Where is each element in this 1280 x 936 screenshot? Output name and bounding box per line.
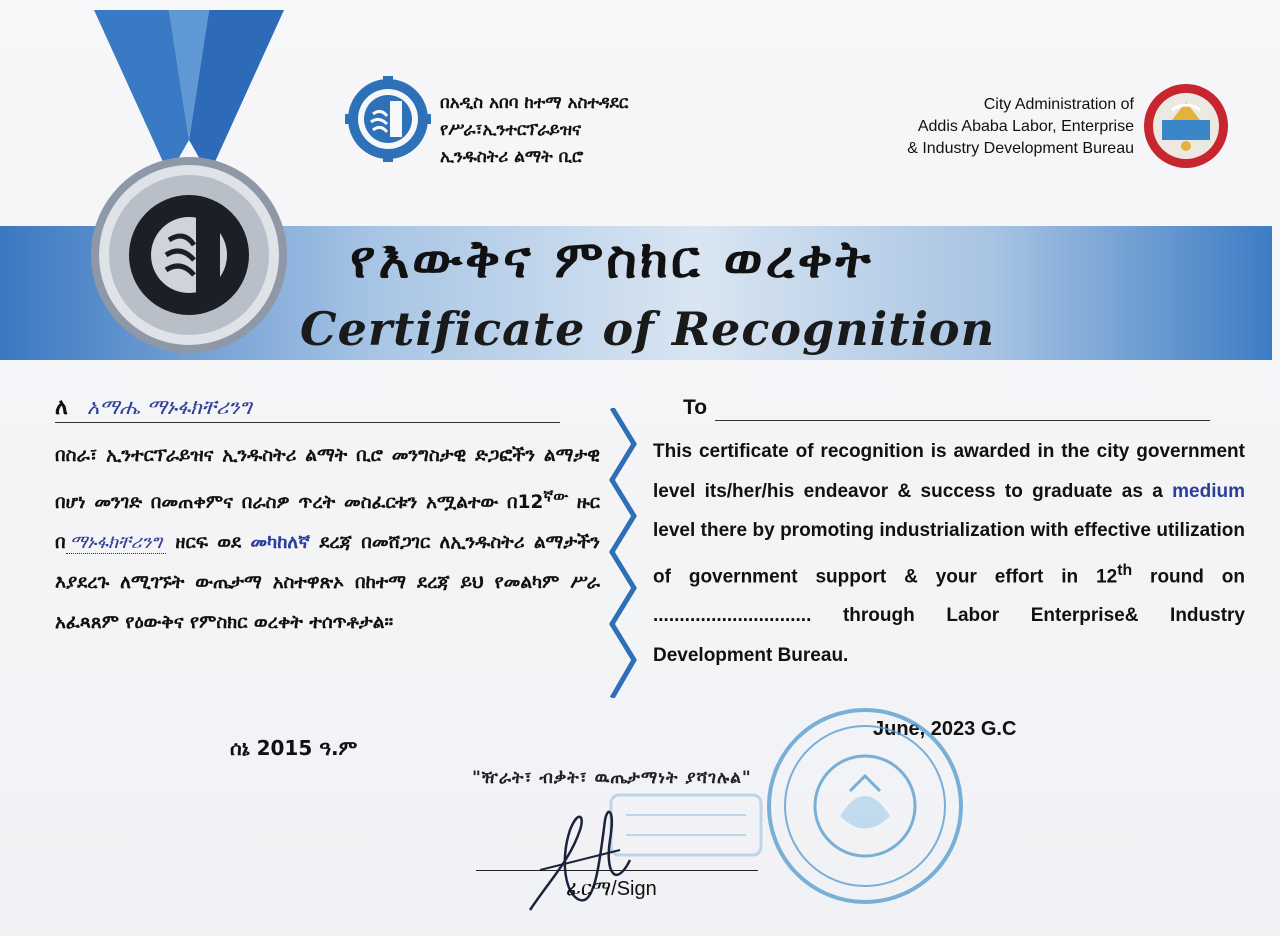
zigzag-divider bbox=[608, 408, 638, 698]
date-gregorian: June, 2023 G.C bbox=[873, 718, 1017, 740]
body-text-amharic bbox=[55, 436, 600, 643]
signature-icon bbox=[520, 800, 640, 925]
org-name-english bbox=[907, 94, 1134, 160]
bureau-logo-icon bbox=[345, 76, 431, 162]
sector-handwritten: ማኑፋክቸሪንግ bbox=[66, 532, 167, 554]
city-seal-icon bbox=[1142, 80, 1230, 172]
official-stamp-icon bbox=[760, 706, 970, 906]
org-am-line-1: በአዲስ አበባ ከተማ አስተዳደር bbox=[440, 93, 629, 113]
org-name-amharic bbox=[440, 90, 628, 171]
title-english: Certificate of Recognition bbox=[300, 302, 996, 356]
en-body-part-1: This certificate of recognition is awarded in the city government level its/her/his endeavor & success to graduate as a bbox=[653, 441, 1245, 502]
am-body-part-3: ዘርፍ ወደ bbox=[166, 532, 251, 554]
en-ordinal: th bbox=[1117, 561, 1133, 579]
recipient-label-amharic: ለ bbox=[55, 395, 68, 420]
en-body-part-3: round on .............................. through Labor Enterprise& Industry Development Bureau. bbox=[653, 565, 1245, 666]
org-am-line-3: ኢንዱስትሪ ልማት ቢሮ bbox=[440, 147, 584, 167]
recipient-line-english bbox=[715, 420, 1210, 421]
motto-text: "ዥራት፣ ብቃት፣ ዉጤታማነት ያሻገሉል" bbox=[472, 768, 752, 788]
org-en-line-3: & Industry Development Bureau bbox=[907, 140, 1134, 157]
date-ethiopian: ሰኔ 2015 ዓ.ም bbox=[230, 736, 358, 760]
org-en-line-1: City Administration of bbox=[983, 96, 1134, 113]
org-am-line-2: የሥራ፣ኢንተርፕራይዝና bbox=[440, 120, 582, 140]
en-body-part-2: level there by promoting industrialization with effective utilization of government support & your effort in 12 bbox=[653, 520, 1245, 587]
am-ordinal: ኛው bbox=[543, 487, 568, 505]
recipient-line-amharic bbox=[55, 386, 560, 423]
org-en-line-2: Addis Ababa Labor, Enterprise bbox=[917, 118, 1134, 135]
level-amharic: መካከለኛ bbox=[250, 532, 311, 554]
level-english: medium bbox=[1172, 480, 1245, 502]
signature-line bbox=[476, 870, 758, 871]
body-text-english bbox=[653, 432, 1245, 675]
recipient-label-english: To bbox=[683, 396, 708, 419]
medal-icon bbox=[74, 10, 304, 355]
am-body-part-4: ደረጃ በመሸጋገር ለኢንዱስትሪ ልማታችን እያደረጉ ለሚገኙት ውጤታማ አስተዋጽኦ በከተማ ደረጃ ይህ የመልካም ሥራ አፈጻጸም የዕውቅና የምስክር ወረቀት ተሰጥቶታል። bbox=[55, 532, 600, 634]
recipient-name-handwritten: አማሔ ማኑፋክቸሪንግ bbox=[87, 395, 252, 419]
am-body-part-2: ዙር በ bbox=[55, 492, 600, 554]
title-amharic: የእውቅና ምስክር ወረቀት bbox=[350, 230, 874, 290]
signature-label: ፊርማ/Sign bbox=[566, 878, 657, 900]
am-body-part-1: በስራ፣ ኢንተርፕራይዝና ኢንዱስትሪ ልማት ቢሮ መንግስታዊ ድጋፎችን ልማታዊ በሆነ መንገድ በመጠቀምና በራስዎ ጥረት መስፈርቱን አሟልተው በ12 bbox=[55, 445, 600, 514]
